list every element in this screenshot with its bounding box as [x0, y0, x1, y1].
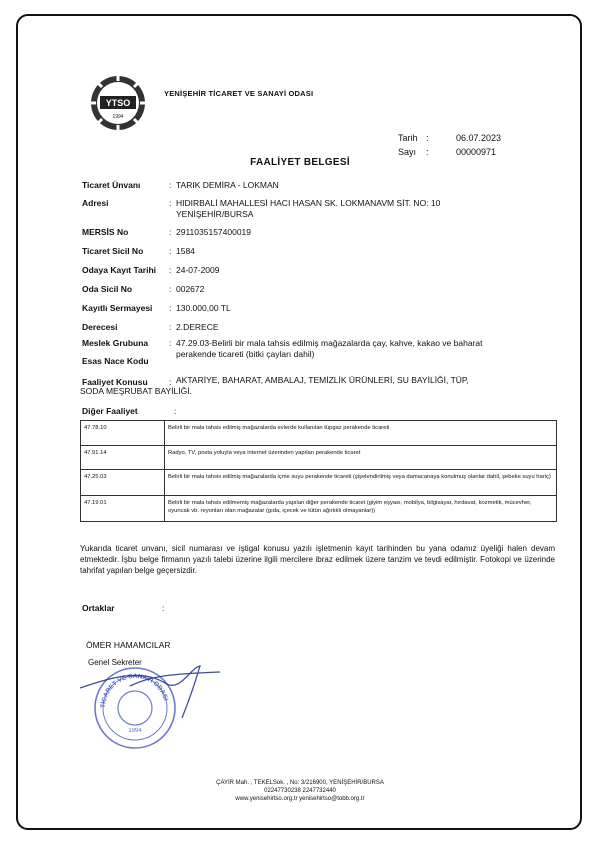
trade-name-label: Ticaret Ünvanı	[82, 180, 141, 190]
date-colon: :	[426, 133, 429, 143]
trade-name-value: TARIK DEMİRA - LOKMAN	[176, 180, 279, 190]
svg-text:TİCARET VE SANAYİ ODASI: TİCARET VE SANAYİ ODASI	[99, 672, 170, 709]
registration-date-value: 24-07-2009	[176, 265, 220, 275]
address-label: Adresi	[82, 198, 109, 208]
capital-value: 130.000,00 TL	[176, 303, 231, 313]
colon: :	[169, 265, 172, 275]
certification-paragraph: Yukarıda ticaret unvanı, sicil numarası ve iştigal konusu yazılı işletmenin kayıt tarihinden bu yana odamız üyeliği halen devam etmektedir. İşbu belge firmanın yazılı talebi üzerine ilgili mercilere ibraz edilmek üzere tanzim ve tevdi edilmiştir. Fotokopi ve üzerinde tahrifat yapılan belge geçersizdir.	[80, 544, 555, 575]
colon: :	[169, 284, 172, 294]
signer-name: ÖMER HAMAMCILAR	[86, 640, 171, 650]
table-row	[81, 421, 557, 446]
date-value: 06.07.2023	[456, 133, 502, 143]
registration-date-label: Odaya Kayıt Tarihi	[82, 265, 157, 275]
number-label: Sayı	[398, 147, 417, 157]
activity-code: 47.78.10	[81, 421, 165, 446]
colon: :	[174, 406, 177, 416]
document-title: FAALİYET BELGESİ	[250, 157, 350, 168]
activity-code: 47.19.01	[81, 496, 165, 522]
colon: :	[169, 338, 172, 348]
activity-description: Radyo, TV, posta yoluyla veya internet üzerinden yapılan perakende ticaret	[165, 446, 557, 470]
mersis-label: MERSİS No	[82, 227, 129, 237]
activity-description: Belirli bir mala tahsis edilmemiş mağazalarda yapılan diğer perakende ticaret (giyim eşyası, mobilya, bilgisayar, hırdavat, kozmetik, mücevher, oyuncak vb. reyonları olan mağazalar (gıda, içecek ve tütün ağırlıklı olmayanlar))	[165, 496, 557, 522]
degree-label: Derecesi	[82, 322, 118, 332]
table-row	[81, 496, 557, 522]
activity-subject-label: Faaliyet Konusu	[82, 377, 148, 387]
table-row	[81, 446, 557, 470]
activity-description: Belirli bir mala tahsis edilmiş mağazalarda içme suyu perakende ticareti (şişelendirilmiş veya damacanaya konulmuş olanlar dahil, şebeke suyu hariç)	[165, 470, 557, 496]
activity-subject-value: AKTARİYE, BAHARAT, AMBALAJ, TEMİZLİK ÜRÜNLERİ, SU BAYİLİĞİ, TÜP, SODA MEŞRUBAT BAYİLİĞİ.	[80, 375, 469, 396]
colon: :	[169, 303, 172, 313]
footer-web-email: www.yenisehirtso.org.tr yenisehirtso@tobb.org.tr	[235, 796, 365, 802]
number-colon: :	[426, 147, 429, 157]
signer-title: Genel Sekreter	[88, 658, 142, 667]
official-stamp	[70, 648, 230, 758]
address-value: HIDIRBALİ MAHALLESİ HACI HASAN SK. LOKMANAVM SİT. NO: 10 YENİŞEHİR/BURSA	[176, 198, 441, 219]
colon: :	[169, 246, 172, 256]
colon: :	[169, 227, 172, 237]
chamber-registry-value: 002672	[176, 284, 205, 294]
capital-label: Kayıtlı Sermayesi	[82, 303, 153, 313]
colon: :	[169, 322, 172, 332]
other-activity-label: Diğer Faaliyet	[82, 406, 138, 416]
org-name: YENİŞEHİR TİCARET VE SANAYİ ODASI	[164, 89, 314, 98]
table-row	[81, 470, 557, 496]
chamber-registry-label: Oda Sicil No	[82, 284, 133, 294]
trade-registry-value: 1584	[176, 246, 195, 256]
colon: :	[169, 377, 172, 387]
ytso-logo	[88, 74, 148, 132]
footer-address: ÇAYIR Mah. , TEKELSok. , No: 3/216900, YENİŞEHİR/BURSA	[216, 780, 384, 786]
date-label: Tarih	[398, 133, 418, 143]
trade-registry-label: Ticaret Sicil No	[82, 246, 144, 256]
colon: :	[169, 198, 172, 208]
activity-code: 47.25.03	[81, 470, 165, 496]
number-value: 00000971	[456, 147, 497, 157]
activity-description: Belirli bir mala tahsis edilmiş mağazalarda evlerde kullanılan tüpgaz perakende ticareti	[165, 421, 557, 446]
footer-phones: 02247730238 2247732440	[264, 788, 336, 794]
colon: :	[169, 180, 172, 190]
occupation-group-label: Meslek Grubuna	[82, 338, 149, 348]
svg-text:1994: 1994	[112, 114, 124, 120]
mersis-value: 2911035157400019	[176, 227, 252, 237]
partners-label: Ortaklar	[82, 603, 115, 613]
occupation-group-value: 47.29.03-Belirli bir mala tahsis edilmiş mağazalarda çay, kahve, kakao ve baharat perakende ticareti (bitki çayları dahil)	[176, 338, 483, 359]
other-activities-table	[80, 420, 557, 522]
svg-text:YTSO: YTSO	[105, 98, 131, 108]
svg-text:1994: 1994	[128, 728, 142, 734]
activity-code: 47.91.14	[81, 446, 165, 470]
nace-code-label: Esas Nace Kodu	[82, 356, 149, 366]
colon: :	[162, 603, 165, 613]
degree-value: 2.DERECE	[176, 322, 219, 332]
